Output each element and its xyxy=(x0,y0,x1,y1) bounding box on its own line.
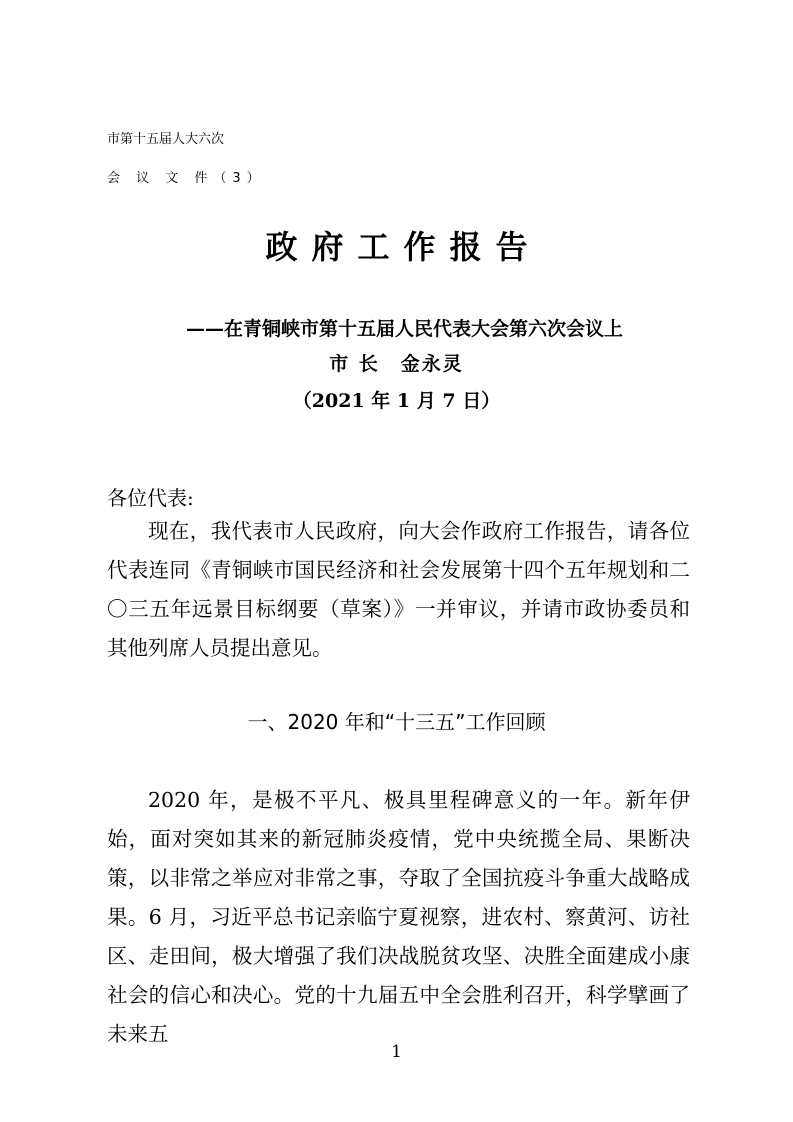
report-date: （2021 年 1 月 7 日） xyxy=(292,390,501,412)
intro-paragraph: 现在，我代表市人民政府，向大会作政府工作报告，请各位代表连同《青铜峡市国民经济和社会发展第十四个五年规划和二〇三五年远景目标纲要（草案）》一并审议，并请市政协委员和其他列席人员提出意见。 xyxy=(107,519,690,660)
report-title: 政府工作报告 xyxy=(265,228,542,266)
report-subtitle: ——在青铜峡市第十五届人民代表大会第六次会议上 xyxy=(185,318,623,340)
page-number: 1 xyxy=(391,1042,402,1062)
session-label: 市第十五届人大六次 xyxy=(107,132,225,147)
document-number-label: 会 议 文 件（3） xyxy=(107,171,266,186)
salutation: 各位代表: xyxy=(107,486,194,510)
review-paragraph: 2020 年，是极不平凡、极具里程碑意义的一年。新年伊始，面对突如其来的新冠肺炎疫情，党中央统揽全局、果断决策，以非常之举应对非常之事，夺取了全国抗疫斗争重大战略成果。6 月，习近平总书记亲临宁夏视察，进农村、察黄河、访社区、走田间，极大增强了我们决战脱贫攻坚、决胜全面建成小康社会的信心和决心。党的十九届五中全会胜利召开，科学擘画了未来五 xyxy=(107,788,690,1046)
speaker-line: 市 长 金永灵 xyxy=(329,353,464,375)
section-heading: 一、2020 年和“十三五”工作回顾 xyxy=(247,710,546,734)
